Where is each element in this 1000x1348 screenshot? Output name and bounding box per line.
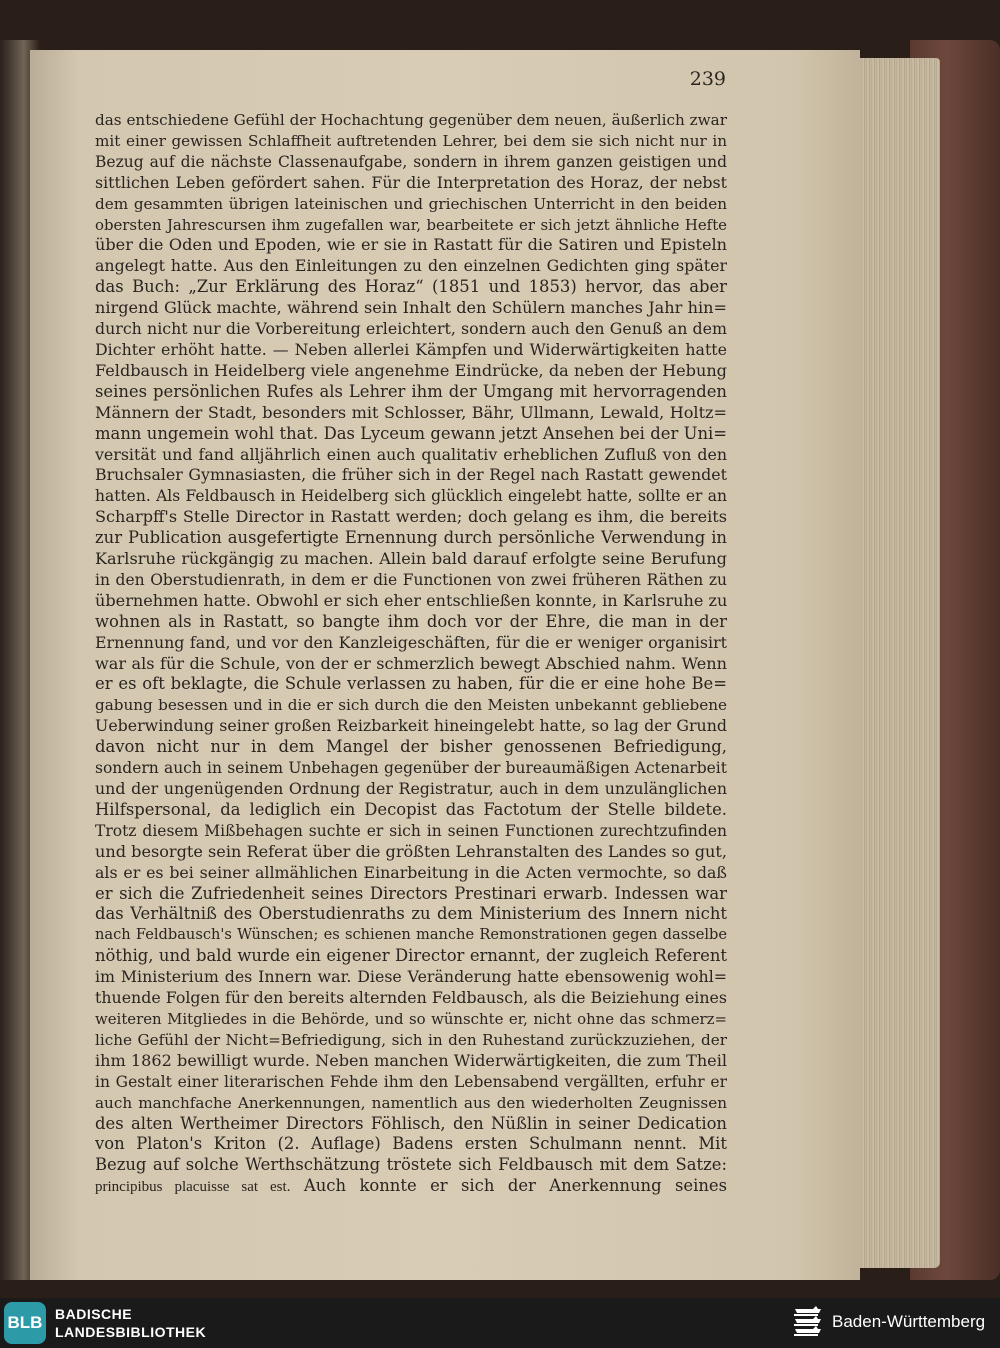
text-line: mit einer gewissen Schlaffheit auftretenden Lehrer, bei dem sie sich nicht nur in — [95, 131, 727, 150]
latin-quote: principibus placuisse sat est. — [95, 1179, 291, 1196]
text-line: nach Feldbausch's Wünschen; es schienen manche Remonstrationen gegen dasselbe — [95, 926, 727, 944]
text-line: Hilfspersonal, da lediglich ein Decopist das Factotum der Stelle bildete. — [95, 799, 727, 819]
text-line: in Gestalt einer literarischen Fehde ihm den Lebensabend vergällten, erfuhr er — [95, 1072, 727, 1091]
text-line: in den Oberstudienrath, in dem er die Functionen von zwei früheren Räthen zu — [95, 570, 727, 589]
text-line: nöthig, und bald wurde ein eigener Director ernannt, der zugleich Referent — [95, 946, 727, 966]
text-line: weiteren Mitgliedes in die Behörde, und so wünschte er, nicht ohne das schmerz= — [95, 1009, 727, 1028]
text-line: war als für die Schule, von der er schmerzlich bewegt Abschied nahm. Wenn — [95, 653, 727, 673]
text-line: das Buch: „Zur Erklärung des Horaz“ (1851 und 1853) hervor, das aber — [95, 277, 727, 297]
text-line: im Ministerium des Innern war. Diese Veränderung hatte ebensowenig wohl= — [95, 967, 727, 987]
text-line: auch manchfache Anerkennungen, namentlich aus den wiederholten Zeugnissen — [95, 1093, 727, 1112]
text-line: das Verhältniß des Oberstudienraths zu dem Ministerium des Innern nicht — [95, 904, 727, 924]
text-line: durch nicht nur die Vorbereitung erleichtert, sondern auch den Genuß an dem — [95, 319, 727, 339]
text-line: Feldbausch in Heidelberg viele angenehme Eindrücke, da neben der Hebung — [95, 360, 727, 380]
text-line: obersten Jahrescursen ihm zugefallen war, bearbeitete er sich jetzt ähnliche Hefte — [95, 215, 727, 234]
text-line: er es oft beklagte, die Schule verlassen zu haben, für die er eine hohe Be= — [95, 674, 727, 694]
text-line: Trotz diesem Mißbehagen suchte er sich in seinen Functionen zurechtzufinden — [95, 821, 727, 840]
text-line: und der ungenügenden Ordnung der Registratur, auch in dem unzulänglichen — [95, 779, 727, 798]
text-line: und besorgte sein Referat über die größten Lehranstalten des Landes so gut, — [95, 841, 727, 861]
text-line: seines persönlichen Rufes als Lehrer ihm der Umgang mit hervorragenden — [95, 381, 727, 401]
text-line: als er es bei seiner allmählichen Einarbeitung in die Acten vermochte, so daß — [95, 862, 727, 882]
text-line: Scharpff's Stelle Director in Rastatt werden; doch gelang es ihm, die bereits — [95, 507, 727, 527]
text-line: übernehmen hatte. Obwohl er sich eher entschließen konnte, in Karlsruhe zu — [95, 590, 727, 610]
text-line-rest: Auch konnte er sich der Anerkennung seines — [303, 1176, 727, 1196]
text-line: davon nicht nur in dem Mangel der bisher genossenen Befriedigung, — [95, 737, 727, 757]
library-name — [55, 1305, 206, 1341]
text-line: Bezug auf die nächste Classenaufgabe, sondern in ihrem ganzen geistigen und — [95, 152, 727, 171]
text-line-final — [95, 1176, 727, 1198]
text-line: Ueberwindung seiner großen Reizbarkeit hineingelebt hatte, so lag der Grund — [95, 716, 727, 736]
text-line: Bruchsaler Gymnasiasten, die früher sich in der Regel nach Rastatt gewendet — [95, 465, 727, 485]
baden-wuerttemberg-lions-icon[interactable] — [791, 1303, 823, 1343]
footer-bar — [0, 1298, 1000, 1348]
text-line: zur Publication ausgefertigte Ernennung durch persönliche Verwendung in — [95, 528, 727, 548]
library-name-line1: BADISCHE — [55, 1306, 133, 1322]
text-line: Dichter erhöht hatte. — Neben allerlei Kämpfen und Widerwärtigkeiten hatte — [95, 339, 727, 359]
text-line: gabung besessen und in die er sich durch die den Meisten unbekannt gebliebene — [95, 696, 727, 715]
text-line: nirgend Glück machte, während sein Inhalt den Schülern manches Jahr hin= — [95, 298, 727, 318]
state-name[interactable]: Baden-Württemberg — [832, 1312, 986, 1331]
text-line: sittlichen Leben gefördert sahen. Für die Interpretation des Horaz, der nebst — [95, 172, 727, 192]
text-line: des alten Wertheimer Directors Föhlisch, den Nüßlin in seiner Dedication — [95, 1113, 727, 1133]
text-line: dem gesammten übrigen lateinischen und griechischen Unterricht in den beiden — [95, 194, 727, 213]
page-text — [95, 110, 727, 1198]
text-line: über die Oden und Epoden, wie er sie in Rastatt für die Satiren und Episteln — [95, 235, 727, 255]
text-line: thuende Folgen für den bereits alternden Feldbausch, als die Beiziehung eines — [95, 988, 727, 1008]
text-line: mann ungemein wohl that. Das Lyceum gewann jetzt Ansehen bei der Uni= — [95, 423, 727, 443]
text-line: angelegt hatte. Aus den Einleitungen zu den einzelnen Gedichten ging später — [95, 256, 727, 276]
text-line: Bezug auf solche Werthschätzung tröstete sich Feldbausch mit dem Satze: — [95, 1155, 727, 1175]
text-line: Ernennung fand, und vor den Kanzleigeschäften, für die er weniger organisirt — [95, 632, 727, 652]
text-line: wohnen als in Rastatt, so bangte ihm doch vor der Ehre, die man in der — [95, 611, 727, 631]
text-line: das entschiedene Gefühl der Hochachtung gegenüber dem neuen, äußerlich zwar — [95, 111, 727, 129]
text-line: Männern der Stadt, besonders mit Schlosser, Bähr, Ullmann, Lewald, Holtz= — [95, 402, 727, 422]
page-stack-edge — [855, 58, 940, 1268]
text-line: hatten. Als Feldbausch in Heidelberg sich glücklich eingelebt hatte, sollte er an — [95, 487, 727, 506]
text-line: ihm 1862 bewilligt wurde. Neben manchen Widerwärtigkeiten, die zum Theil — [95, 1050, 727, 1070]
library-name-line2: LANDESBIBLIOTHEK — [55, 1324, 207, 1340]
text-line: liche Gefühl der Nicht=Befriedigung, sich in den Ruhestand zurückzuziehen, der — [95, 1030, 727, 1049]
text-line: von Platon's Kriton (2. Auflage) Badens ersten Schulmann nennt. Mit — [95, 1134, 727, 1154]
page-number: 239 — [689, 68, 726, 90]
text-line: sondern auch in seinem Unbehagen gegenüber der bureaumäßigen Actenarbeit — [95, 759, 727, 778]
text-line: versität und fand alljährlich einen auch qualitativ erheblichen Zufluß von den — [95, 444, 727, 464]
text-line: Karlsruhe rückgängig zu machen. Allein bald darauf erfolgte seine Berufung — [95, 549, 727, 569]
blb-logo[interactable]: BLB — [4, 1302, 46, 1344]
text-line: er sich die Zufriedenheit seines Directors Prestinari erwarb. Indessen war — [95, 883, 727, 903]
